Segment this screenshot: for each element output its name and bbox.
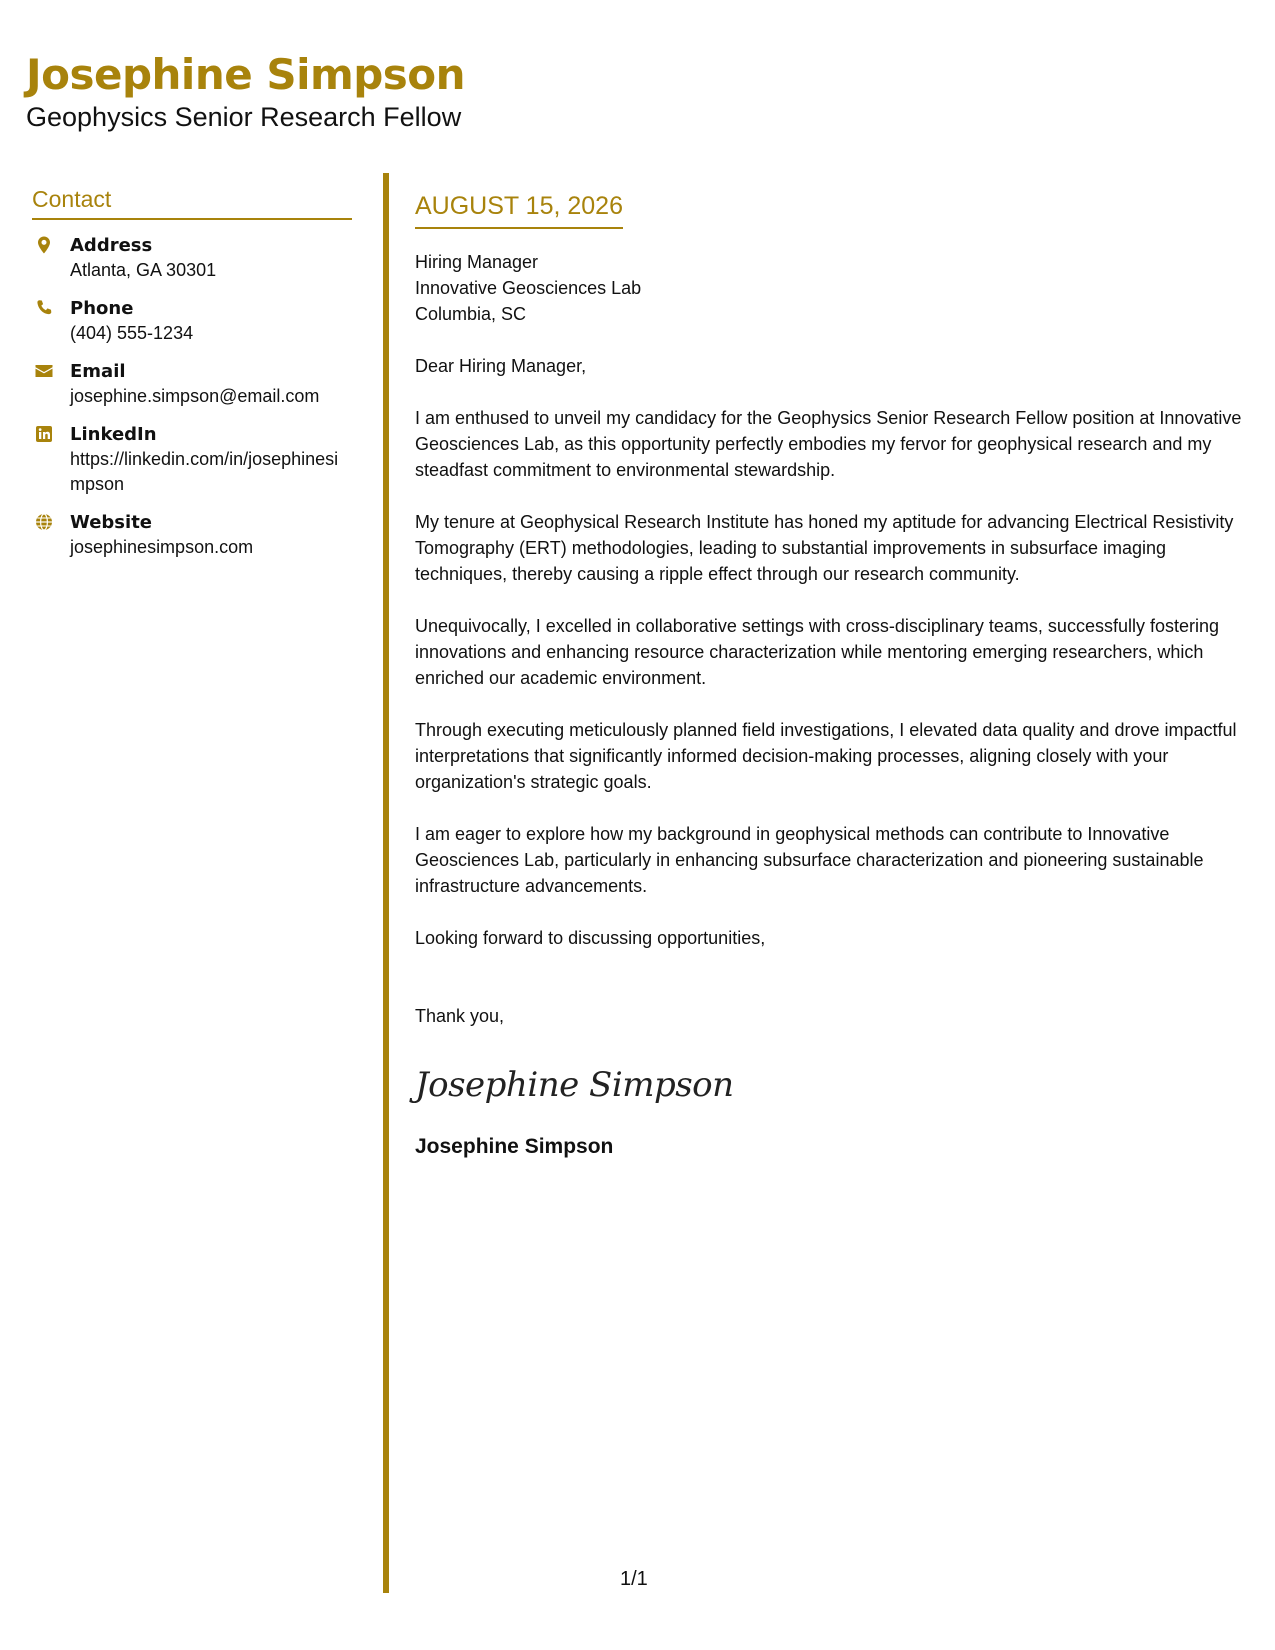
map-pin-icon bbox=[34, 235, 54, 255]
body-paragraph: My tenure at Geophysical Research Institute has honed my aptitude for advancing Electrical Resistivity Tomography (ERT) methodologies, leading to substantial improvements in subsurface imaging techniques, thereby causing a ripple effect through our research community. bbox=[415, 512, 1234, 584]
linkedin-icon bbox=[34, 424, 54, 444]
recipient-line: Innovative Geosciences Lab bbox=[415, 278, 642, 298]
contact-label: Phone bbox=[70, 298, 134, 319]
contact-heading: Contact bbox=[32, 186, 352, 220]
contact-sidebar bbox=[32, 186, 352, 574]
envelope-icon bbox=[34, 361, 54, 381]
signed-name: Josephine Simpson bbox=[415, 1135, 614, 1158]
body-paragraph: I am enthused to unveil my candidacy for the Geophysics Senior Research Fellow position at Innovative Geosciences Lab, as this opportunity perfectly embodies my fervor for geophysical research and my steadfast commitment to environmental stewardship. bbox=[415, 408, 1242, 480]
globe-icon bbox=[34, 512, 54, 532]
sign-off: Thank you, bbox=[415, 1006, 505, 1026]
letter-date: AUGUST 15, 2026 bbox=[415, 190, 623, 229]
applicant-title: Geophysics Senior Research Fellow bbox=[26, 102, 462, 132]
contact-item-linkedin bbox=[32, 423, 352, 497]
website-value[interactable]: josephinesimpson.com bbox=[70, 537, 254, 557]
page-number: 1/1 bbox=[620, 1568, 648, 1590]
column-divider bbox=[383, 173, 389, 1593]
contact-item-phone bbox=[32, 297, 352, 346]
recipient-line: Columbia, SC bbox=[415, 304, 527, 324]
recipient-line: Hiring Manager bbox=[415, 252, 539, 272]
contact-item-email bbox=[32, 360, 352, 409]
contact-label: Email bbox=[70, 361, 126, 382]
letter-header bbox=[26, 50, 465, 134]
body-paragraph: Unequivocally, I excelled in collaborative settings with cross-disciplinary teams, successfully fostering innovations and enhancing resource characterization while mentoring emerging researchers, which enriched our academic environment. bbox=[415, 616, 1220, 688]
salutation: Dear Hiring Manager, bbox=[415, 356, 587, 376]
address-value: Atlanta, GA 30301 bbox=[70, 260, 217, 280]
email-value: josephine.simpson@email.com bbox=[70, 386, 320, 406]
contact-label: Address bbox=[70, 235, 153, 256]
contact-item-website bbox=[32, 511, 352, 560]
body-paragraph: I am eager to explore how my background in geophysical methods can contribute to Innovative Geosciences Lab, particularly in enhancing subsurface characterization and pioneering sustainable infrastructure advancements. bbox=[415, 824, 1204, 896]
linkedin-value[interactable]: https://linkedin.com/in/josephinesimpson bbox=[70, 449, 339, 494]
applicant-name: Josephine Simpson bbox=[26, 50, 466, 99]
contact-label: LinkedIn bbox=[70, 424, 157, 445]
body-paragraph: Through executing meticulously planned field investigations, I elevated data quality and drove impactful interpretations that significantly informed decision-making processes, aligning closely with your organization's strategic goals. bbox=[415, 720, 1237, 792]
letter-body bbox=[415, 190, 1245, 1161]
contact-item-address bbox=[32, 234, 352, 283]
phone-value: (404) 555-1234 bbox=[70, 323, 194, 343]
recipient-block bbox=[415, 249, 1245, 327]
phone-icon bbox=[34, 298, 54, 318]
closing-line: Looking forward to discussing opportunities, bbox=[415, 928, 766, 948]
handwritten-signature: Josephine Simpson bbox=[415, 1065, 734, 1105]
contact-label: Website bbox=[70, 512, 153, 533]
